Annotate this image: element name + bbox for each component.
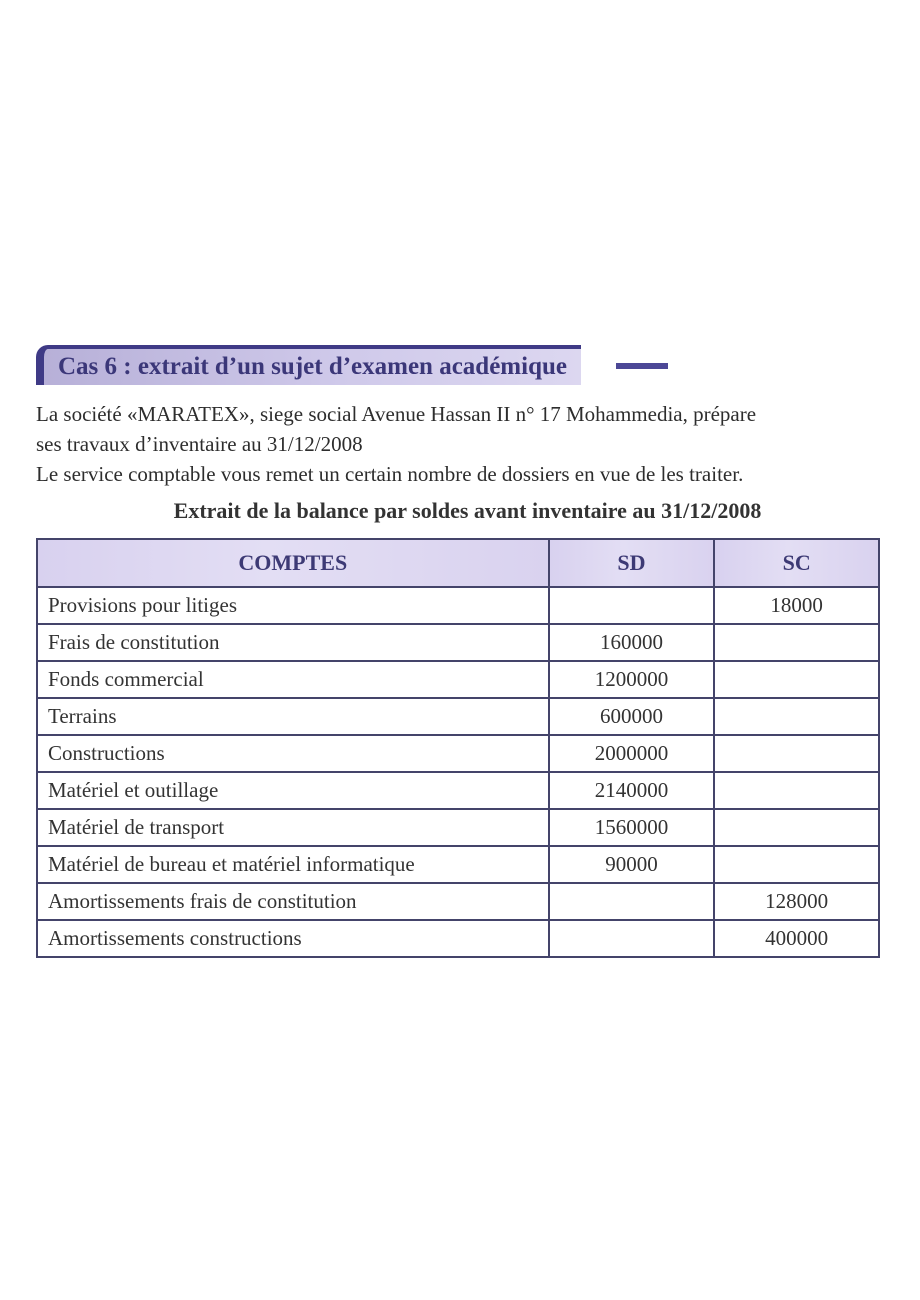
intro-text xyxy=(36,399,886,489)
table-row xyxy=(37,698,879,735)
case-heading-title: Cas 6 : extrait d’un sujet d’examen académique xyxy=(58,353,567,380)
sd-cell: 90000 xyxy=(549,846,715,883)
case-heading-tab xyxy=(36,345,581,385)
sc-cell: 128000 xyxy=(714,883,879,920)
account-cell: Matériel de transport xyxy=(37,809,549,846)
sc-cell: 18000 xyxy=(714,587,879,624)
sd-cell: 2000000 xyxy=(549,735,715,772)
table-row xyxy=(37,587,879,624)
account-cell: Matériel et outillage xyxy=(37,772,549,809)
table-row xyxy=(37,809,879,846)
table-row xyxy=(37,772,879,809)
table-row xyxy=(37,920,879,957)
sd-cell xyxy=(549,920,715,957)
sd-cell xyxy=(549,883,715,920)
sc-cell xyxy=(714,772,879,809)
header-sd: SD xyxy=(549,539,715,587)
account-cell: Fonds commercial xyxy=(37,661,549,698)
sd-cell: 2140000 xyxy=(549,772,715,809)
account-cell: Constructions xyxy=(37,735,549,772)
table-row xyxy=(37,624,879,661)
table-row xyxy=(37,735,879,772)
sc-cell xyxy=(714,735,879,772)
table-header-row xyxy=(37,539,879,587)
sc-cell xyxy=(714,698,879,735)
sd-cell: 600000 xyxy=(549,698,715,735)
sd-cell: 1560000 xyxy=(549,809,715,846)
account-cell: Terrains xyxy=(37,698,549,735)
account-cell: Provisions pour litiges xyxy=(37,587,549,624)
table-row xyxy=(37,661,879,698)
account-cell: Matériel de bureau et matériel informatique xyxy=(37,846,549,883)
sc-cell: 400000 xyxy=(714,920,879,957)
table-title: Extrait de la balance par soldes avant inventaire au 31/12/2008 xyxy=(173,498,762,523)
intro-line-1: La société «MARATEX», siege social Avenue Hassan II n° 17 Mohammedia, prépare xyxy=(36,402,757,426)
table-row xyxy=(37,883,879,920)
intro-line-2: ses travaux d’inventaire au 31/12/2008 xyxy=(36,432,363,456)
account-cell: Frais de constitution xyxy=(37,624,549,661)
balance-table xyxy=(36,538,880,958)
sc-cell xyxy=(714,846,879,883)
header-sc: SC xyxy=(714,539,879,587)
sc-cell xyxy=(714,661,879,698)
sd-cell xyxy=(549,587,715,624)
account-cell: Amortissements constructions xyxy=(37,920,549,957)
intro-line-3: Le service comptable vous remet un certain nombre de dossiers en vue de les traiter. xyxy=(36,462,744,486)
heading-decorative-bar xyxy=(616,363,668,369)
table-row xyxy=(37,846,879,883)
sc-cell xyxy=(714,624,879,661)
sd-cell: 160000 xyxy=(549,624,715,661)
account-cell: Amortissements frais de constitution xyxy=(37,883,549,920)
sd-cell: 1200000 xyxy=(549,661,715,698)
sc-cell xyxy=(714,809,879,846)
case-heading xyxy=(36,345,676,387)
header-comptes: COMPTES xyxy=(37,539,549,587)
